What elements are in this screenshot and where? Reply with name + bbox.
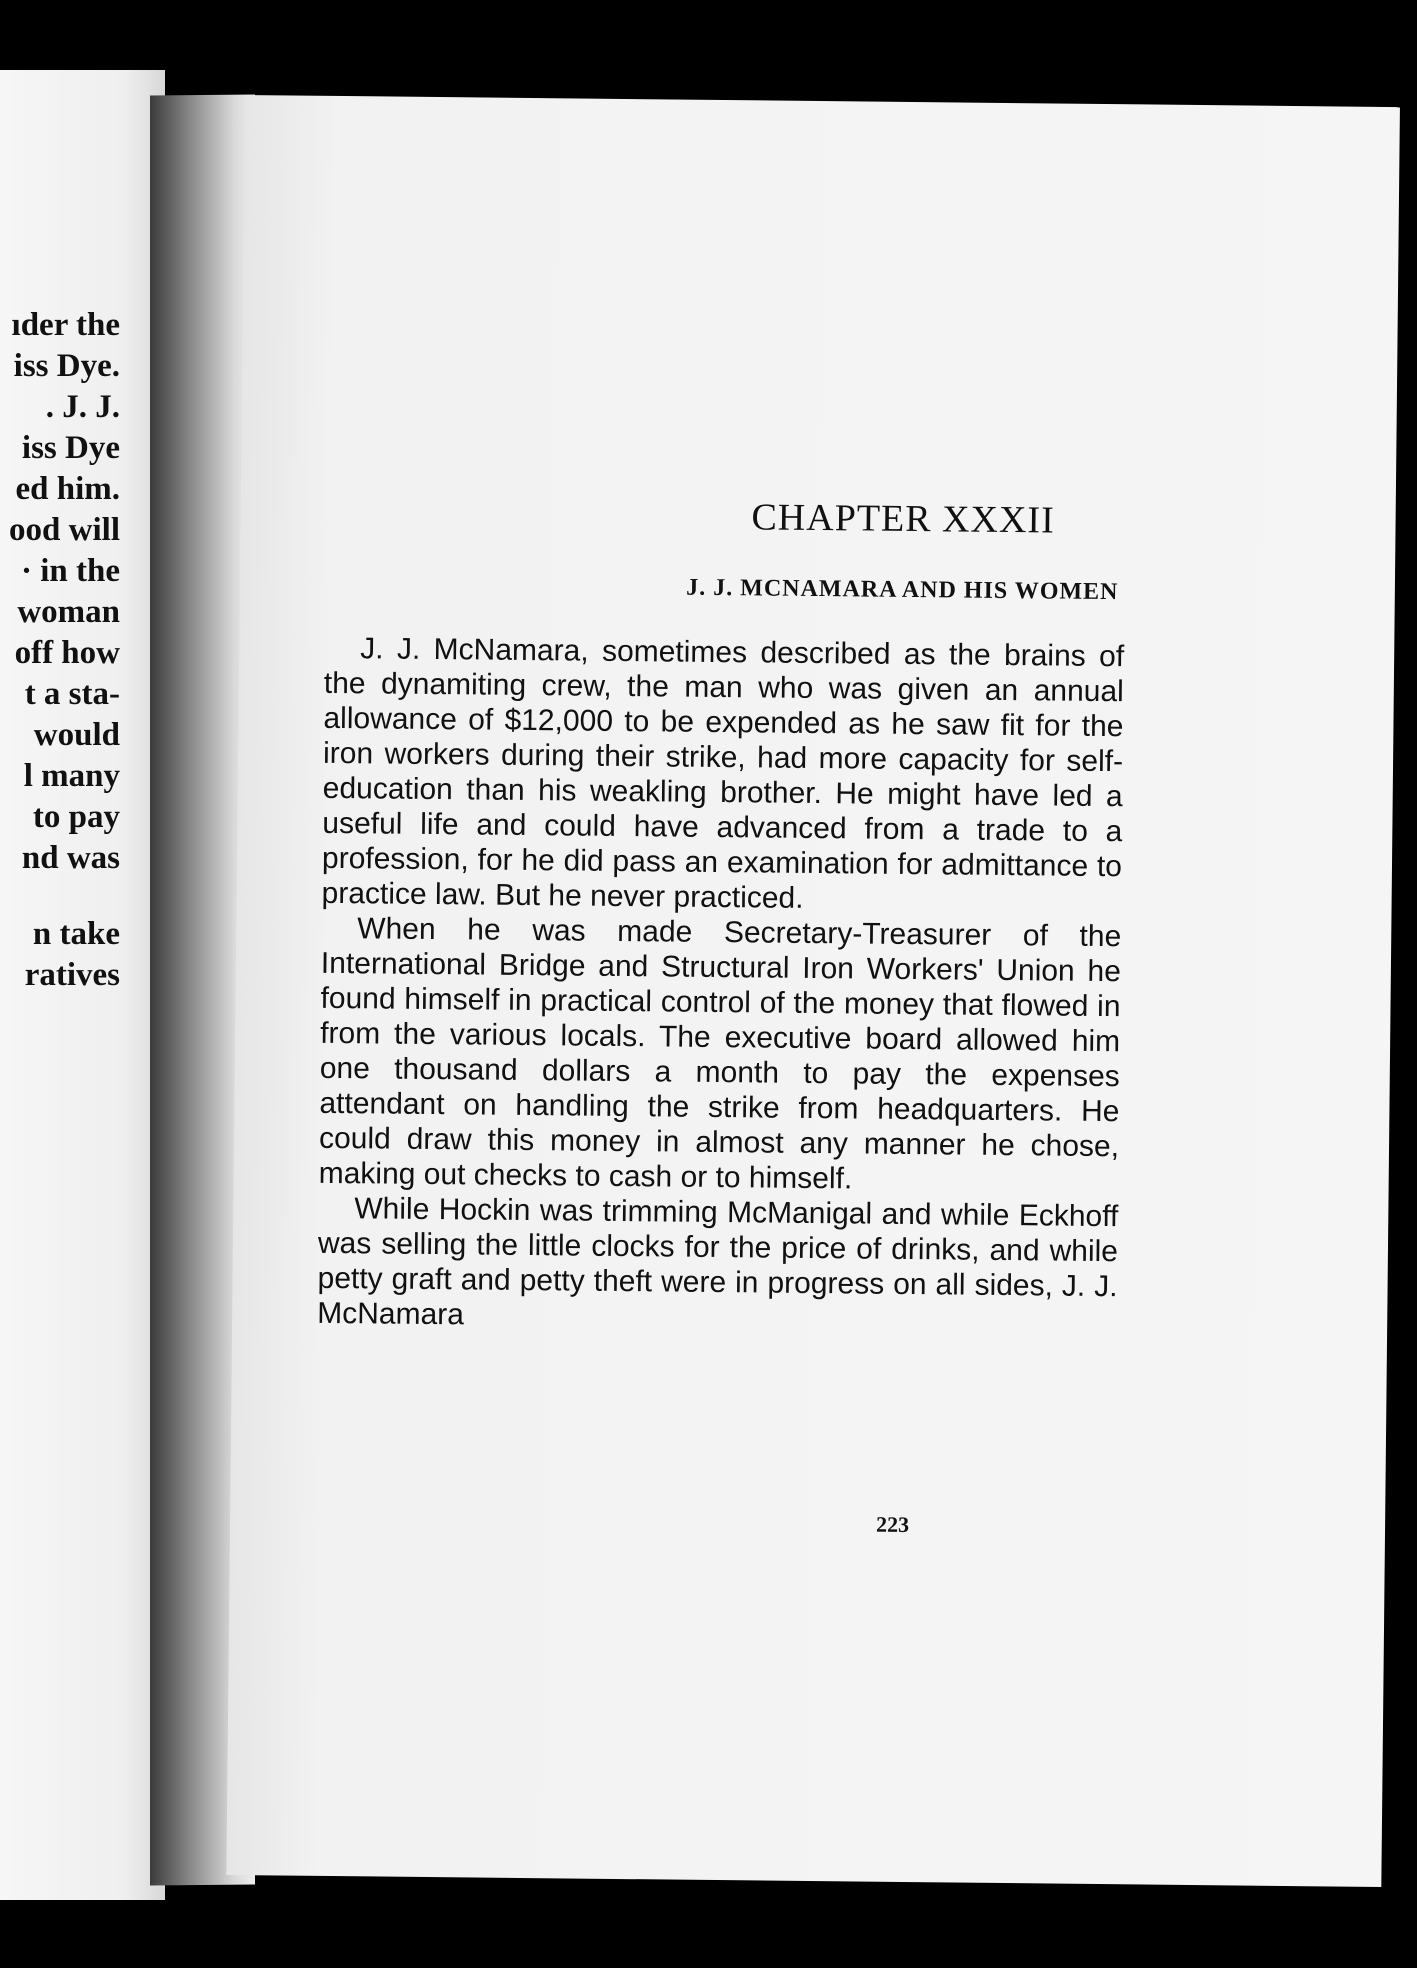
page-number: 223 — [875, 1511, 910, 1538]
left-line: to pay — [32, 799, 120, 835]
left-line: l many — [23, 758, 120, 794]
left-line: off how — [14, 635, 120, 671]
paragraph: When he was made Secretary-Treasurer of the International Bridge and Structural Iron Workers' Union he found himself in practical control of the money that flowed in from the various locals. The executive board allowed him one thousand dollars a month to pay the expenses attendant on handling the strike from headquarters. He could draw this money in almost any manner he chose, making out checks to cash or to himself. — [318, 912, 1122, 1196]
body-text — [317, 631, 1124, 1339]
left-line: ood will — [9, 512, 120, 548]
left-line: . J. J. — [45, 389, 120, 425]
left-page — [0, 70, 165, 1900]
left-line: · in the — [20, 553, 120, 589]
left-line: ed him. — [15, 471, 120, 507]
left-line: t a sta- — [24, 676, 120, 712]
right-page — [226, 95, 1400, 1887]
left-line: iss Dye — [21, 430, 120, 466]
left-page-text — [0, 305, 120, 996]
left-line: woman — [17, 594, 120, 630]
left-line: nd was — [21, 840, 120, 876]
left-line-gap — [0, 879, 120, 914]
left-line: ıder the — [11, 307, 120, 343]
chapter-subtitle: J. J. MCNAMARA AND HIS WOMEN — [686, 574, 1119, 606]
left-line: would — [33, 717, 120, 753]
paragraph: While Hockin was trimming McManigal and while Eckhoff was selling the little clocks for the price of drinks, and while petty graft and petty theft were in progress on all sides, J. J. McNamara — [317, 1192, 1119, 1332]
left-line: ratives — [24, 957, 120, 993]
paragraph: J. J. McNamara, sometimes described as the brains of the dynamiting crew, the man who was given an annual allowance of $12,000 to be expended as he saw fit for the iron workers during their strike, had more capacity for self-education than his weakling brother. He might have led a useful life and could have advanced from a trade to a profession, for he did pass an examination for admittance to practice law. But he never practiced. — [321, 632, 1125, 915]
left-line: n take — [32, 916, 120, 952]
chapter-title: CHAPTER XXXII — [751, 496, 1055, 542]
left-line: iss Dye. — [13, 348, 120, 384]
